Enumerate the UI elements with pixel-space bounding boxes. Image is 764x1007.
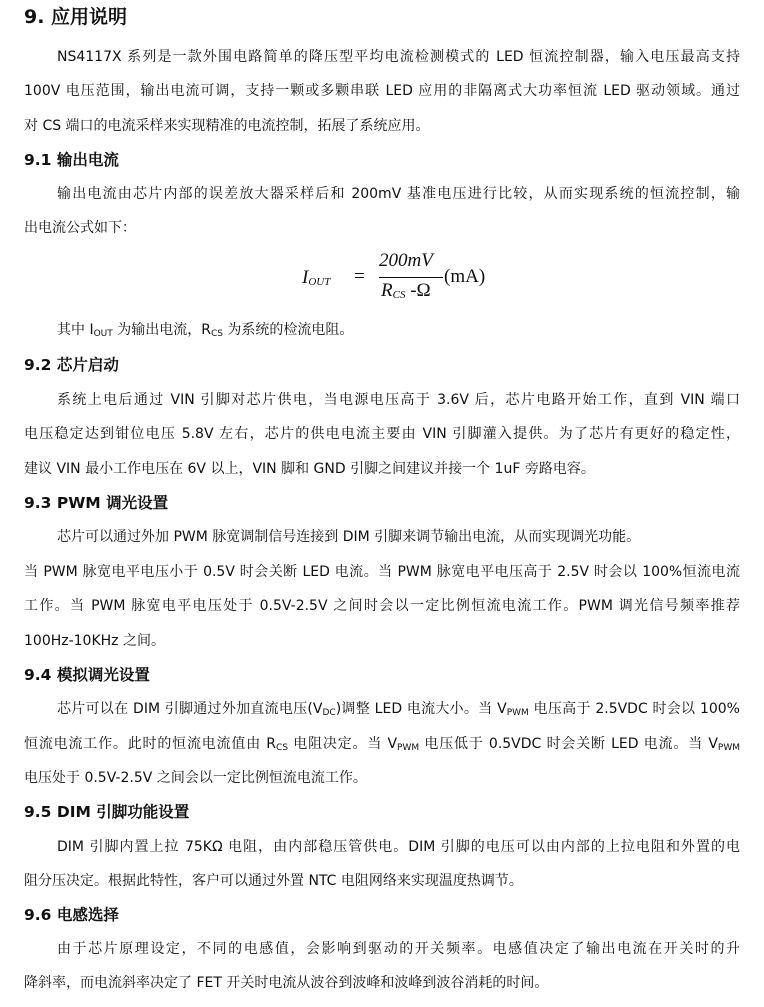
formula-numerator: 200mV — [379, 250, 433, 271]
paragraph-line: 芯片可以在 DIM 引脚通过外加直流电压$(V_{DC})$调整 LED 电流大小。当 $V_{PWM}$ 电压高于 2.5VDC 时会以 100% — [57, 701, 740, 718]
heading-9-3: 9.3 PWM 调光设置 — [24, 494, 169, 512]
paragraph-line: 当 PWM 脉宽电平电压小于 0.5V 时会关断 LED 电流。当 PWM 脉宽电平电压高于 2.5V 时会以 100%恒流电流 — [24, 564, 741, 580]
formula-unit: (mA) — [444, 266, 486, 287]
paragraph-line: 出电流公式如下： — [24, 220, 136, 236]
paragraph-line: 降斜率，而电流斜率决定了 FET 开关时电流从波谷到波峰和波峰到波谷消耗的时间。 — [24, 975, 549, 991]
paragraph-line: 恒流电流工作。此时的恒流电流值由 $R_{CS}$ 电阻决定。当 $V_{PWM}$ 电压低于 0.5VDC 时会关断 LED 电流。当 $V_{PWM}$ — [24, 736, 740, 753]
paragraph-line: 工作。当 PWM 脉宽电平电压处于 0.5V-2.5V 之间时会以一定比例恒流电流工作。PWM 调光信号频率推荐 — [24, 598, 740, 614]
formula-denominator: $R_{CS}$ -Ω — [381, 280, 431, 301]
heading-9-4: 9.4 模拟调光设置 — [24, 666, 150, 684]
paragraph-line: 输出电流由芯片内部的误差放大器采样后和 200mV 基准电压进行比较，从而实现系统的恒流控制，输 — [57, 186, 740, 202]
formula-note: 其中 $I_{OUT}$ 为输出电流，$R_{CS}$ 为系统的检流电阻。 — [57, 322, 354, 339]
formula-equals: = — [354, 266, 365, 287]
paragraph-line: 由于芯片原理设定，不同的电感值，会影响到驱动的开关频率。电感值决定了输出电流在开关时的升 — [57, 941, 740, 957]
paragraph-line: 对 CS 端口的电流采样来实现精准的电流控制，拓展了系统应用。 — [24, 118, 430, 134]
paragraph-line: DIM 引脚内置上拉 75KΩ 电阻，由内部稳压管供电。DIM 引脚的电压可以由内部的上拉电阻和外置的电 — [57, 839, 740, 855]
heading-9-5: 9.5 DIM 引脚功能设置 — [24, 803, 190, 821]
paragraph-line: 阻分压决定。根据此特性，客户可以通过外置 NTC 电阻网络来实现温度热调节。 — [24, 873, 523, 889]
heading-9-2: 9.2 芯片启动 — [24, 356, 119, 374]
paragraph-line: 100V 电压范围，输出电流可调，支持一颗或多颗串联 LED 应用的非隔离式大功率恒流 LED 驱动领域。通过 — [24, 83, 740, 99]
paragraph-line: 芯片可以通过外加 PWM 脉宽调制信号连接到 DIM 引脚来调节输出电流，从而实现调光功能。 — [57, 529, 641, 545]
heading-9-1: 9.1 输出电流 — [24, 151, 119, 169]
paragraph-line: 电压处于 0.5V-2.5V 之间会以一定比例恒流电流工作。 — [24, 770, 367, 786]
fraction-bar — [379, 277, 443, 278]
formula-lhs: $I_{OUT}$ — [302, 267, 331, 288]
output-current-formula — [302, 250, 502, 310]
section-title: 9. 应用说明 — [24, 6, 128, 28]
paragraph-line: 100Hz-10KHz 之间。 — [24, 633, 165, 649]
heading-9-6: 9.6 电感选择 — [24, 906, 119, 924]
paragraph-line: NS4117X 系列是一款外围电路简单的降压型平均电流检测模式的 LED 恒流控制器，输入电压最高支持 — [57, 49, 740, 65]
paragraph-line: 建议 VIN 最小工作电压在 6V 以上，VIN 脚和 GND 引脚之间建议并接一个 1uF 旁路电容。 — [24, 461, 595, 477]
paragraph-line: 系统上电后通过 VIN 引脚对芯片供电，当电源电压高于 3.6V 后，芯片电路开始工作，直到 VIN 端口 — [57, 392, 740, 408]
paragraph-line: 电压稳定达到钳位电压 5.8V 左右，芯片的供电电流主要由 VIN 引脚灌入提供。为了芯片有更好的稳定性， — [24, 426, 740, 442]
